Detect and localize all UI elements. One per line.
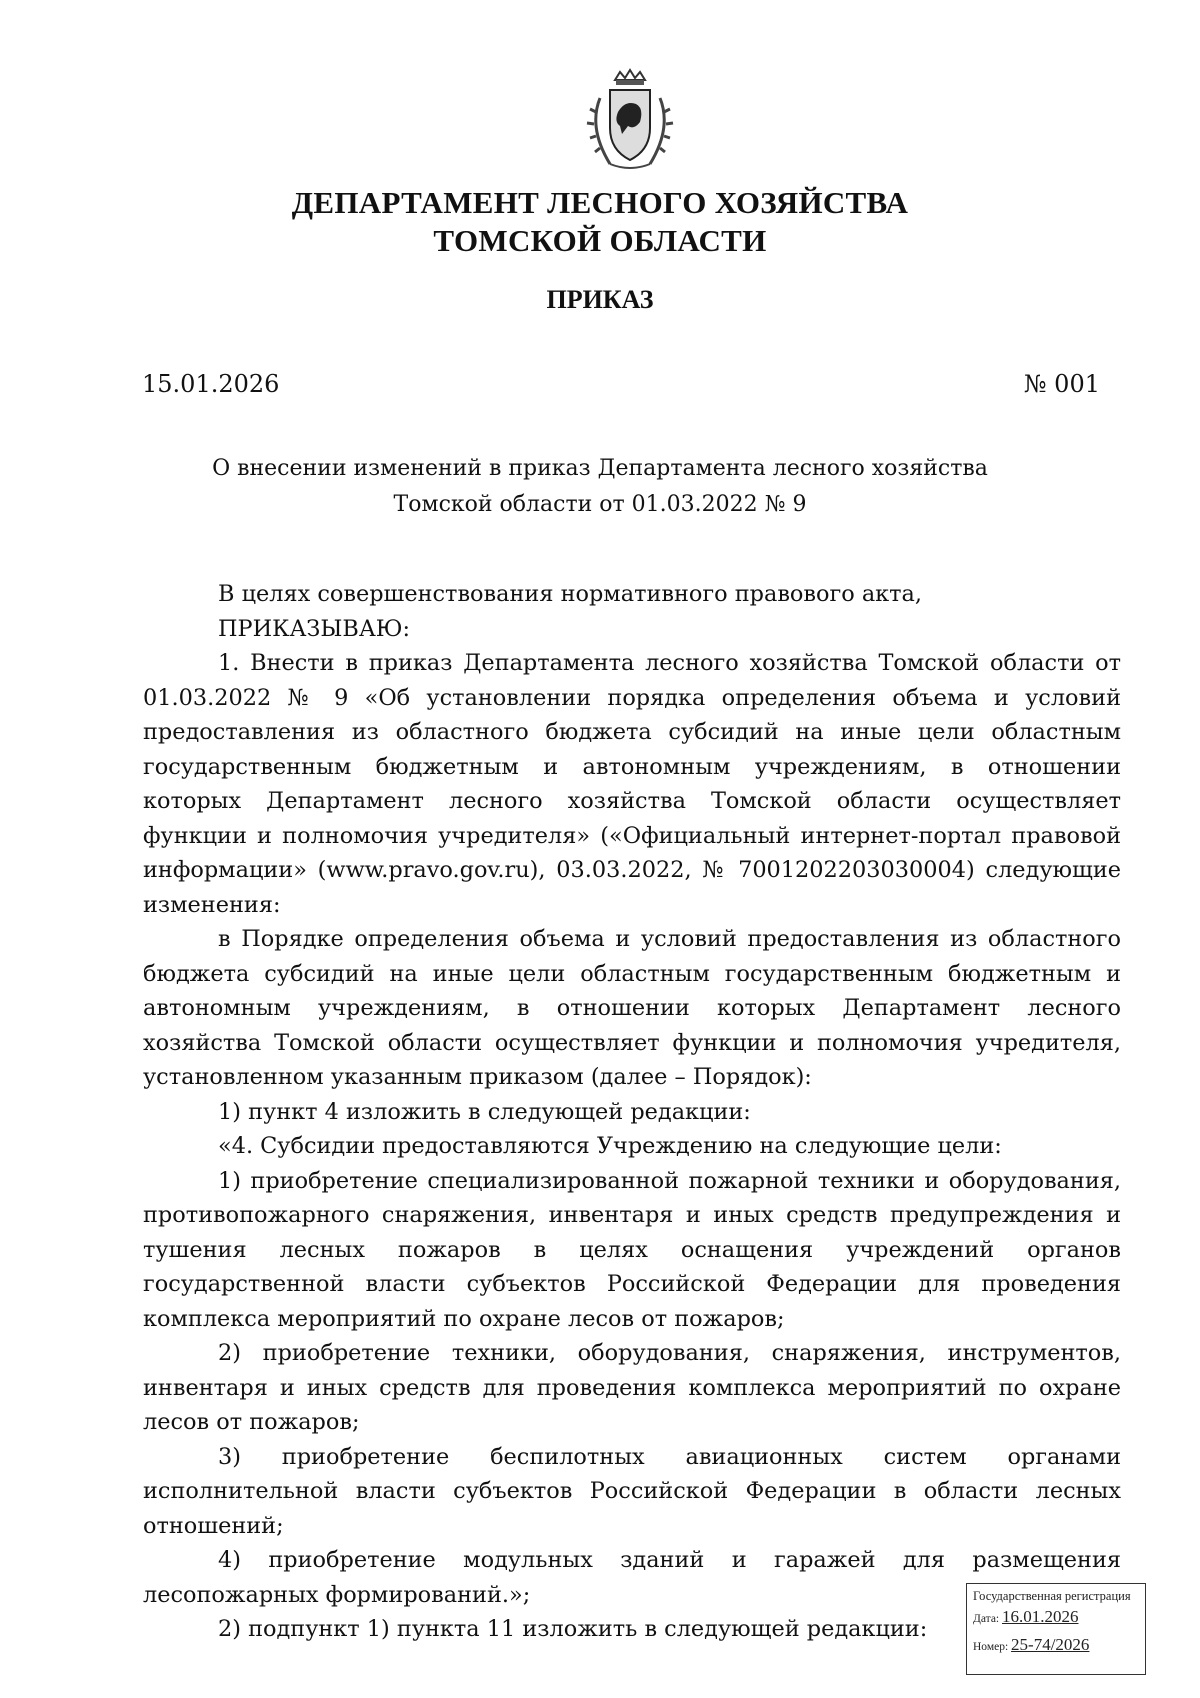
registration-title: Государственная регистрация <box>973 1589 1131 1603</box>
registration-number-row <box>973 1632 1139 1660</box>
subject-line1: О внесении изменений в приказ Департамента лесного хозяйства <box>212 456 988 481</box>
document-number: № 001 <box>1023 370 1100 398</box>
body-paragraph: 1) пункт 4 изложить в следующей редакции: <box>218 1098 751 1125</box>
body-paragraph: ПРИКАЗЫВАЮ: <box>218 615 411 642</box>
body-paragraph: 3) приобретение беспилотных авиационных систем органами исполнительной власти субъектов Российской Федерации в области лесных отношений; <box>143 1443 1121 1539</box>
body-paragraph: 2) приобретение техники, оборудования, снаряжения, инструментов, инвентаря и иных средств для проведения комплекса мероприятий по охране лесов от пожаров; <box>143 1340 1121 1435</box>
department-title-line1: ДЕПАРТАМЕНТ ЛЕСНОГО ХОЗЯЙСТВА <box>291 185 909 220</box>
registration-date-row <box>973 1604 1139 1632</box>
body-paragraph: 1. Внести в приказ Департамента лесного хозяйства Томской области от 01.03.2022 № 9 «Об установлении порядка определения объема и условий предоставления из областного бюджета субсидий на иные цели областным государственным бюджетным и автономным учреждениям, в отношении которых Департамент лесного хозяйства Томской области осуществляет функции и полномочия учредителя» («Официальный интернет-портал правовой информации» (www.pravo.gov.ru), 03.03.2022, № 7001202203030004) следующие изменения: <box>143 650 1121 918</box>
body-paragraph: 2) подпункт 1) пункта 11 изложить в следующей редакции: <box>218 1616 928 1642</box>
coat-of-arms-icon <box>570 68 690 178</box>
document-date: 15.01.2026 <box>142 370 280 398</box>
body-paragraph: «4. Субсидии предоставляются Учреждению на следующие цели: <box>218 1133 1002 1159</box>
registration-date-value: 16.01.2026 <box>1002 1607 1079 1626</box>
document-type: ПРИКАЗ <box>546 285 654 314</box>
subject-line2: Томской области от 01.03.2022 № 9 <box>393 492 807 517</box>
registration-stamp <box>966 1583 1146 1675</box>
department-title-line2: ТОМСКОЙ ОБЛАСТИ <box>433 223 767 258</box>
registration-number-value: 25-74/2026 <box>1011 1635 1090 1654</box>
body-paragraph: В целях совершенствования нормативного правового акта, <box>218 581 923 607</box>
registration-number-label: Номер: <box>973 1641 1009 1653</box>
body-paragraph: 1) приобретение специализированной пожарной техники и оборудования, противопожарного снаряжения, инвентаря и иных средств предупреждения и тушения лесных пожаров в целях оснащения учреждений органов государственной власти субъектов Российской Федерации для проведения комплекса мероприятий по охране лесов от пожаров; <box>143 1167 1121 1332</box>
registration-date-label: Дата: <box>973 1613 1000 1625</box>
document-body <box>143 577 1121 1647</box>
body-paragraph: в Порядке определения объема и условий предоставления из областного бюджета субсидий на иные цели областным государственным бюджетным и автономным учреждениям, в отношении которых Департамент лесного хозяйства Томской области осуществляет функции и полномочия учредителя, установленном указанным приказом (далее – Порядок): <box>143 926 1121 1090</box>
body-paragraph: 4) приобретение модульных зданий и гаражей для размещения лесопожарных формирований.»; <box>143 1547 1121 1608</box>
